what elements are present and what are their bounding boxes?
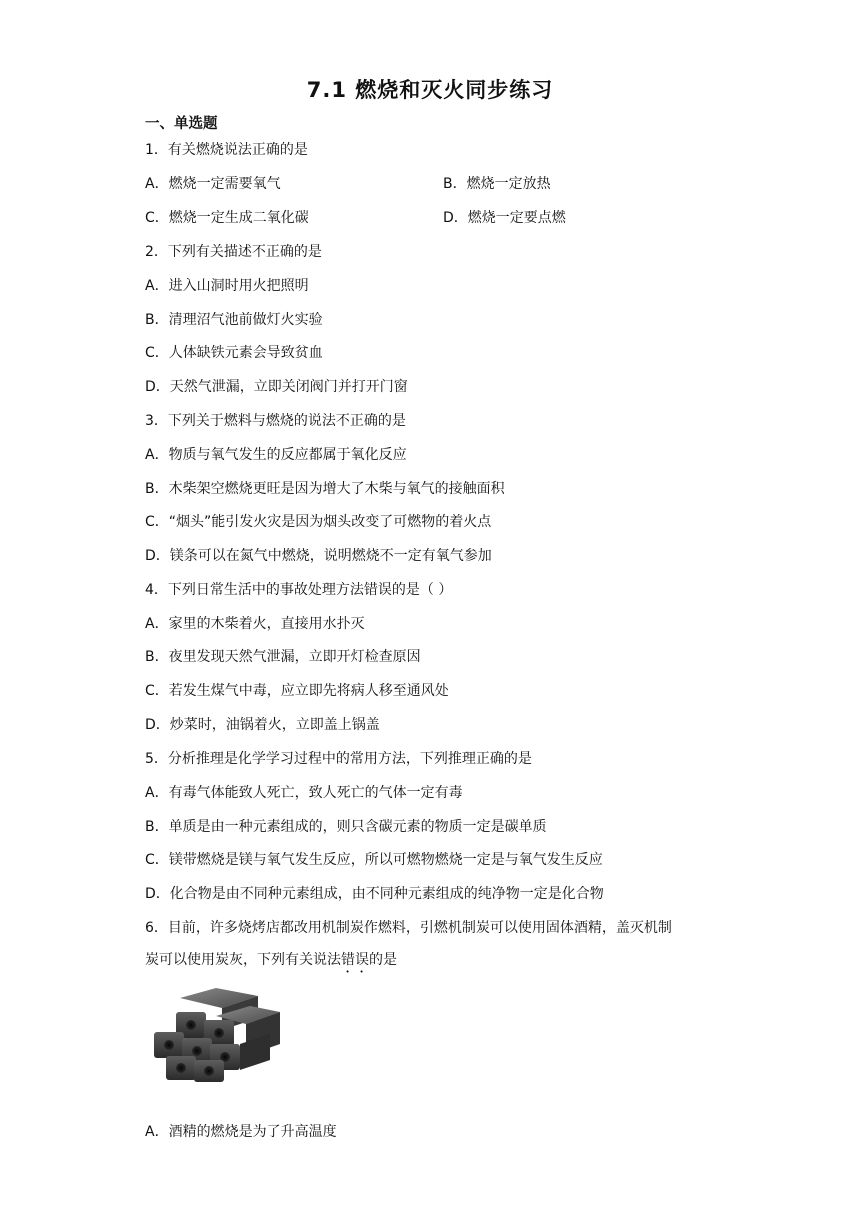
question-4-stem: 4．下列日常生活中的事故处理方法错误的是（ ） <box>145 582 453 598</box>
q2-option-b: B．清理沼气池前做灯火实验 <box>145 312 323 328</box>
q2-option-d: D．天然气泄漏，立即关闭阀门并打开门窗 <box>145 379 408 395</box>
page-title: 7.1 燃烧和灭火同步练习 <box>306 78 554 102</box>
q4-option-a: A．家里的木柴着火，直接用水扑灭 <box>145 616 365 632</box>
q3-option-c: C．“烟头”能引发火灾是因为烟头改变了可燃物的着火点 <box>145 514 492 530</box>
q6-option-a: A．酒精的燃烧是为了升高温度 <box>145 1124 337 1140</box>
question-1-stem: 1．有关燃烧说法正确的是 <box>145 142 308 158</box>
q3-option-d: D．镁条可以在氮气中燃烧，说明燃烧不一定有氧气参加 <box>145 548 492 564</box>
question-2-stem: 2．下列有关描述不正确的是 <box>145 244 322 260</box>
q4-option-c: C．若发生煤气中毒，应立即先将病人移至通风处 <box>145 683 449 699</box>
q2-option-a: A．进入山洞时用火把照明 <box>145 278 309 294</box>
q5-option-b: B．单质是由一种元素组成的，则只含碳元素的物质一定是碳单质 <box>145 819 547 835</box>
question-5-stem: 5．分析推理是化学学习过程中的常用方法，下列推理正确的是 <box>145 751 532 767</box>
q2-option-c: C．人体缺铁元素会导致贫血 <box>145 345 323 361</box>
charcoal-bricks-image <box>146 986 284 1086</box>
question-6-stem-line1: 6．目前，许多烧烤店都改用机制炭作燃料，引燃机制炭可以使用固体酒精，盖灭机制 <box>145 920 672 936</box>
q3-option-a: A．物质与氧气发生的反应都属于氧化反应 <box>145 447 407 463</box>
question-3-stem: 3．下列关于燃料与燃烧的说法不正确的是 <box>145 413 406 429</box>
question-6-stem-line2 <box>145 950 397 976</box>
q5-option-c: C．镁带燃烧是镁与氧气发生反应，所以可燃物燃烧一定是与氧气发生反应 <box>145 852 603 868</box>
q4-option-b: B．夜里发现天然气泄漏，立即开灯检查原因 <box>145 649 421 665</box>
q1-option-a: A．燃烧一定需要氧气 <box>145 176 281 192</box>
q4-option-d: D．炒菜时，油锅着火，立即盖上锅盖 <box>145 717 380 733</box>
q6-stem-text-post: 的是 <box>369 952 397 968</box>
q1-option-b: B．燃烧一定放热 <box>443 176 551 192</box>
q6-stem-emphasis: 错误 <box>341 952 369 968</box>
q1-option-c: C．燃烧一定生成二氧化碳 <box>145 210 309 226</box>
q3-option-b: B．木柴架空燃烧更旺是因为增大了木柴与氧气的接触面积 <box>145 481 505 497</box>
q5-option-a: A．有毒气体能致人死亡，致人死亡的气体一定有毒 <box>145 785 463 801</box>
q6-stem-text-pre: 炭可以使用炭灰，下列有关说法 <box>145 952 341 968</box>
section-heading: 一、单选题 <box>145 116 218 132</box>
q1-option-d: D．燃烧一定要点燃 <box>443 210 566 226</box>
q5-option-d: D．化合物是由不同种元素组成，由不同种元素组成的纯净物一定是化合物 <box>145 886 604 902</box>
